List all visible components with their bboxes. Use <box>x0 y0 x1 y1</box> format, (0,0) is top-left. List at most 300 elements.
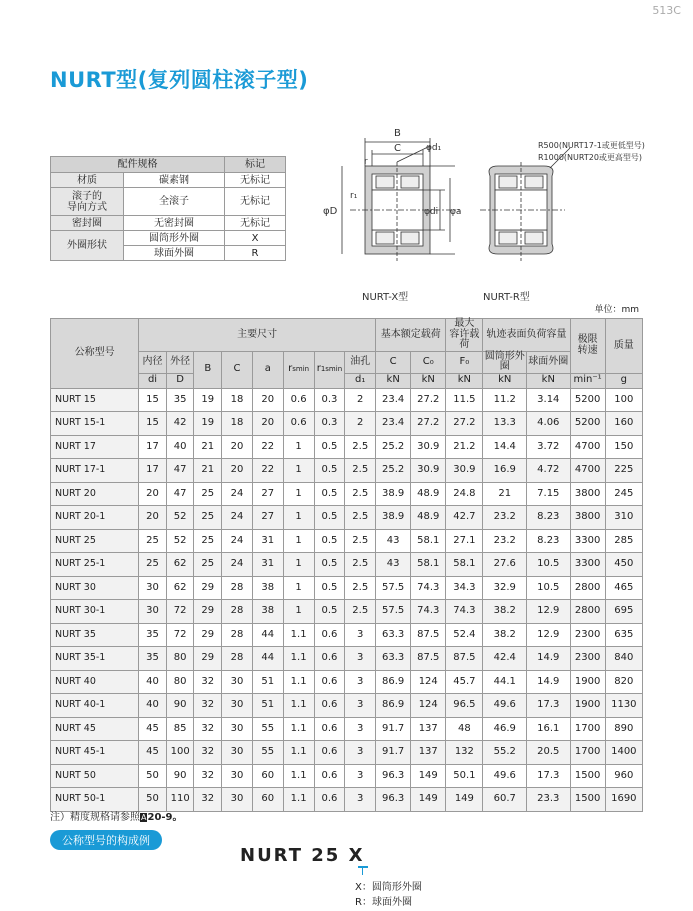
cell-D: 40 <box>166 435 194 459</box>
cell-cyl: 11.2 <box>483 388 527 412</box>
header-d1: d₁ <box>345 373 376 388</box>
cell-d1: 3 <box>345 741 376 765</box>
header-mass: 质量 <box>605 319 642 374</box>
cell-mass: 150 <box>605 435 642 459</box>
cell-r: 1 <box>283 435 314 459</box>
cell-di: 30 <box>139 600 167 624</box>
cell-r: 1.1 <box>283 764 314 788</box>
spec-value: 全滚子 <box>124 188 225 216</box>
cell-B: 29 <box>194 623 222 647</box>
cell-Cr: 43 <box>376 529 411 553</box>
cell-di: 17 <box>139 459 167 483</box>
cell-C0: 74.3 <box>411 600 446 624</box>
cell-B: 32 <box>194 717 222 741</box>
cell-B: 25 <box>194 506 222 530</box>
cell-C: 24 <box>222 529 253 553</box>
dim-di: φdi <box>424 207 439 217</box>
cell-model: NURT 30-1 <box>51 600 139 624</box>
cell-sph: 10.5 <box>527 553 571 577</box>
spec-label: 材质 <box>51 173 124 188</box>
cell-B: 19 <box>194 412 222 436</box>
cell-C0: 149 <box>411 764 446 788</box>
cell-D: 47 <box>166 482 194 506</box>
cell-speed: 3300 <box>570 529 605 553</box>
cell-a: 51 <box>252 694 283 718</box>
cell-r1: 0.3 <box>314 412 345 436</box>
cell-Cr: 25.2 <box>376 459 411 483</box>
table-row <box>51 435 643 459</box>
table-row <box>51 694 643 718</box>
table-row <box>51 506 643 530</box>
cell-model: NURT 15 <box>51 388 139 412</box>
cell-cyl: 14.4 <box>483 435 527 459</box>
cell-mass: 285 <box>605 529 642 553</box>
cell-model: NURT 30 <box>51 576 139 600</box>
cell-sph: 4.06 <box>527 412 571 436</box>
cell-sph: 20.5 <box>527 741 571 765</box>
cell-C0: 124 <box>411 670 446 694</box>
cell-di: 35 <box>139 623 167 647</box>
cell-mass: 1400 <box>605 741 642 765</box>
header-model: 公称型号 <box>51 319 139 389</box>
dim-B: B <box>394 128 401 139</box>
header-C: C <box>222 351 253 388</box>
cell-C: 24 <box>222 482 253 506</box>
header-outer: 外径 <box>166 351 194 373</box>
cell-d1: 3 <box>345 788 376 812</box>
cell-C0: 124 <box>411 694 446 718</box>
cell-Cr: 57.5 <box>376 600 411 624</box>
cell-r: 0.6 <box>283 388 314 412</box>
cell-a: 20 <box>252 388 283 412</box>
cell-a: 44 <box>252 623 283 647</box>
cell-cyl: 38.2 <box>483 623 527 647</box>
cell-sph: 12.9 <box>527 600 571 624</box>
cell-r1: 0.3 <box>314 388 345 412</box>
cell-Cr: 23.4 <box>376 388 411 412</box>
spec-mark: X <box>225 231 286 246</box>
cell-C: 20 <box>222 459 253 483</box>
cell-a: 55 <box>252 717 283 741</box>
cell-B: 21 <box>194 435 222 459</box>
cell-r: 1.1 <box>283 694 314 718</box>
cell-sph: 8.23 <box>527 529 571 553</box>
cell-speed: 2300 <box>570 647 605 671</box>
spec-value: 球面外圈 <box>124 246 225 261</box>
cell-C0: 30.9 <box>411 459 446 483</box>
ref-icon: A <box>141 813 147 822</box>
cell-mass: 1690 <box>605 788 642 812</box>
cell-mass: 840 <box>605 647 642 671</box>
cell-Cr: 38.9 <box>376 482 411 506</box>
cell-r: 1.1 <box>283 741 314 765</box>
cell-D: 62 <box>166 576 194 600</box>
cell-sph: 17.3 <box>527 694 571 718</box>
cell-di: 15 <box>139 388 167 412</box>
header-speed: 极限 转速 <box>570 319 605 374</box>
cell-F0: 30.9 <box>446 459 483 483</box>
example-code: NURT 25 X <box>240 845 365 866</box>
cell-r1: 0.5 <box>314 482 345 506</box>
cell-mass: 225 <box>605 459 642 483</box>
cell-B: 29 <box>194 600 222 624</box>
cell-D: 80 <box>166 670 194 694</box>
cell-r: 1 <box>283 576 314 600</box>
caption-nurt-x: NURT-X型 <box>362 292 409 303</box>
cell-speed: 1500 <box>570 788 605 812</box>
cell-cyl: 42.4 <box>483 647 527 671</box>
cell-Cr: 63.3 <box>376 623 411 647</box>
header-r1: r1smin <box>314 351 345 388</box>
example-badge: 公称型号的构成例 <box>50 830 162 850</box>
cell-sph: 10.5 <box>527 576 571 600</box>
table-row <box>51 529 643 553</box>
cell-model: NURT 45-1 <box>51 741 139 765</box>
cell-C0: 48.9 <box>411 482 446 506</box>
cell-d1: 2.5 <box>345 576 376 600</box>
header-load: 基本额定载荷 <box>376 319 446 352</box>
note-r500: R500(NURT17-1或更低型号) <box>538 141 645 150</box>
cell-F0: 21.2 <box>446 435 483 459</box>
header-Cr: C <box>376 351 411 373</box>
cell-r1: 0.5 <box>314 600 345 624</box>
cell-D: 35 <box>166 388 194 412</box>
header-di: di <box>139 373 167 388</box>
cell-speed: 1700 <box>570 717 605 741</box>
cell-C: 30 <box>222 764 253 788</box>
cell-mass: 100 <box>605 388 642 412</box>
cell-di: 50 <box>139 764 167 788</box>
table-row <box>51 647 643 671</box>
cell-cyl: 23.2 <box>483 506 527 530</box>
cell-D: 100 <box>166 741 194 765</box>
cell-D: 47 <box>166 459 194 483</box>
cell-r: 1 <box>283 553 314 577</box>
cell-mass: 960 <box>605 764 642 788</box>
header-kN-C0: kN <box>411 373 446 388</box>
spec-mark: 无标记 <box>225 188 286 216</box>
cell-speed: 2800 <box>570 576 605 600</box>
cell-C0: 87.5 <box>411 623 446 647</box>
cell-r1: 0.5 <box>314 435 345 459</box>
cell-r: 1 <box>283 600 314 624</box>
cell-r1: 0.5 <box>314 529 345 553</box>
cell-d1: 2.5 <box>345 553 376 577</box>
cell-r1: 0.6 <box>314 694 345 718</box>
cell-C0: 27.2 <box>411 388 446 412</box>
cell-B: 32 <box>194 741 222 765</box>
cell-model: NURT 45 <box>51 717 139 741</box>
cell-D: 85 <box>166 717 194 741</box>
cell-C: 30 <box>222 788 253 812</box>
cell-di: 20 <box>139 482 167 506</box>
cell-r1: 0.6 <box>314 623 345 647</box>
cell-di: 50 <box>139 788 167 812</box>
cell-model: NURT 40-1 <box>51 694 139 718</box>
header-r: rsmin <box>283 351 314 388</box>
table-row <box>51 482 643 506</box>
cell-sph: 7.15 <box>527 482 571 506</box>
cell-r1: 0.6 <box>314 741 345 765</box>
cell-C0: 137 <box>411 717 446 741</box>
cell-a: 22 <box>252 435 283 459</box>
cell-d1: 3 <box>345 670 376 694</box>
cell-speed: 2300 <box>570 623 605 647</box>
spec-table <box>50 156 286 261</box>
cell-r: 1.1 <box>283 788 314 812</box>
cell-cyl: 38.2 <box>483 600 527 624</box>
example-r: R：球面外圈 <box>355 897 412 908</box>
table-row <box>51 764 643 788</box>
cell-speed: 4700 <box>570 435 605 459</box>
cell-speed: 2800 <box>570 600 605 624</box>
cell-mass: 245 <box>605 482 642 506</box>
cell-speed: 5200 <box>570 388 605 412</box>
cell-B: 25 <box>194 553 222 577</box>
cell-C: 24 <box>222 506 253 530</box>
header-F0: F₀ <box>446 351 483 373</box>
cell-r: 1 <box>283 529 314 553</box>
cell-cyl: 49.6 <box>483 764 527 788</box>
cell-a: 22 <box>252 459 283 483</box>
cell-mass: 450 <box>605 553 642 577</box>
cell-C: 30 <box>222 717 253 741</box>
cell-B: 32 <box>194 694 222 718</box>
cell-speed: 1700 <box>570 741 605 765</box>
cell-mass: 635 <box>605 623 642 647</box>
cell-a: 38 <box>252 576 283 600</box>
cell-speed: 4700 <box>570 459 605 483</box>
cell-a: 38 <box>252 600 283 624</box>
cell-cyl: 23.2 <box>483 529 527 553</box>
cell-speed: 1500 <box>570 764 605 788</box>
cell-di: 20 <box>139 506 167 530</box>
cell-B: 21 <box>194 459 222 483</box>
cell-model: NURT 20 <box>51 482 139 506</box>
cell-Cr: 23.4 <box>376 412 411 436</box>
cell-sph: 3.14 <box>527 388 571 412</box>
cell-mass: 465 <box>605 576 642 600</box>
cell-F0: 45.7 <box>446 670 483 694</box>
cell-model: NURT 20-1 <box>51 506 139 530</box>
cell-r1: 0.6 <box>314 647 345 671</box>
cell-r1: 0.6 <box>314 670 345 694</box>
cell-Cr: 96.3 <box>376 788 411 812</box>
cell-model: NURT 50 <box>51 764 139 788</box>
cell-r: 1.1 <box>283 623 314 647</box>
cell-C0: 30.9 <box>411 435 446 459</box>
cell-F0: 34.3 <box>446 576 483 600</box>
cell-r: 1.1 <box>283 647 314 671</box>
cell-model: NURT 35-1 <box>51 647 139 671</box>
cell-sph: 8.23 <box>527 506 571 530</box>
header-cyl: 圆筒形外圈 <box>484 350 525 372</box>
cell-di: 45 <box>139 741 167 765</box>
page-number: 513C <box>652 4 681 17</box>
cell-a: 31 <box>252 529 283 553</box>
cell-r1: 0.5 <box>314 576 345 600</box>
cell-F0: 24.8 <box>446 482 483 506</box>
bearing-diagram <box>320 126 660 301</box>
cell-model: NURT 17-1 <box>51 459 139 483</box>
cell-cyl: 27.6 <box>483 553 527 577</box>
cell-Cr: 91.7 <box>376 717 411 741</box>
cell-model: NURT 15-1 <box>51 412 139 436</box>
cell-sph: 3.72 <box>527 435 571 459</box>
cell-model: NURT 50-1 <box>51 788 139 812</box>
precision-note: 注）精度规格请参照A20-9。 <box>50 812 183 823</box>
cell-Cr: 38.9 <box>376 506 411 530</box>
cell-di: 40 <box>139 694 167 718</box>
cell-a: 44 <box>252 647 283 671</box>
cell-d1: 2 <box>345 412 376 436</box>
cell-C: 28 <box>222 600 253 624</box>
cell-B: 32 <box>194 788 222 812</box>
cell-r1: 0.5 <box>314 506 345 530</box>
cell-di: 40 <box>139 670 167 694</box>
cell-D: 52 <box>166 529 194 553</box>
cell-cyl: 49.6 <box>483 694 527 718</box>
cell-a: 60 <box>252 788 283 812</box>
cell-C0: 87.5 <box>411 647 446 671</box>
cell-F0: 87.5 <box>446 647 483 671</box>
cell-Cr: 96.3 <box>376 764 411 788</box>
cell-d1: 2.5 <box>345 482 376 506</box>
cell-di: 45 <box>139 717 167 741</box>
cell-a: 20 <box>252 412 283 436</box>
cell-r: 1 <box>283 506 314 530</box>
cell-r: 1 <box>283 482 314 506</box>
cell-C: 30 <box>222 694 253 718</box>
dim-C: C <box>394 143 401 154</box>
cell-d1: 2.5 <box>345 459 376 483</box>
cell-d1: 3 <box>345 717 376 741</box>
cell-r1: 0.6 <box>314 764 345 788</box>
cell-Cr: 25.2 <box>376 435 411 459</box>
cell-B: 25 <box>194 482 222 506</box>
cell-mass: 1130 <box>605 694 642 718</box>
cell-D: 72 <box>166 623 194 647</box>
cell-model: NURT 35 <box>51 623 139 647</box>
cell-D: 52 <box>166 506 194 530</box>
cell-sph: 14.9 <box>527 670 571 694</box>
header-kN-sph: kN <box>527 373 571 388</box>
cell-D: 90 <box>166 694 194 718</box>
cell-a: 60 <box>252 764 283 788</box>
cell-d1: 2.5 <box>345 506 376 530</box>
table-row <box>51 459 643 483</box>
dimension-table <box>50 318 643 812</box>
cell-B: 29 <box>194 647 222 671</box>
cell-model: NURT 17 <box>51 435 139 459</box>
spec-label: 密封圈 <box>51 216 124 231</box>
cell-F0: 42.7 <box>446 506 483 530</box>
header-main-dims: 主要尺寸 <box>139 319 376 352</box>
cell-F0: 132 <box>446 741 483 765</box>
header-max-load: 最大 容许载荷 <box>446 319 483 352</box>
cell-F0: 27.2 <box>446 412 483 436</box>
cell-di: 17 <box>139 435 167 459</box>
cell-F0: 149 <box>446 788 483 812</box>
dim-r1: r₁ <box>350 191 358 201</box>
cell-sph: 16.1 <box>527 717 571 741</box>
cell-r: 1 <box>283 459 314 483</box>
cell-mass: 160 <box>605 412 642 436</box>
example-tick <box>362 866 363 875</box>
cell-F0: 11.5 <box>446 388 483 412</box>
cell-F0: 52.4 <box>446 623 483 647</box>
cell-a: 27 <box>252 506 283 530</box>
note-r1000: R1000(NURT20或更高型号) <box>538 153 643 162</box>
table-row <box>51 412 643 436</box>
dim-r: r <box>364 157 368 167</box>
cell-C: 18 <box>222 388 253 412</box>
cell-C: 28 <box>222 576 253 600</box>
cell-Cr: 86.9 <box>376 694 411 718</box>
cell-di: 25 <box>139 553 167 577</box>
spec-mark: R <box>225 246 286 261</box>
table-row <box>51 717 643 741</box>
cell-d1: 3 <box>345 647 376 671</box>
spec-value: 无密封圈 <box>124 216 225 231</box>
cell-Cr: 43 <box>376 553 411 577</box>
spec-value: 圆筒形外圈 <box>124 231 225 246</box>
cell-B: 32 <box>194 764 222 788</box>
header-inner: 内径 <box>139 351 167 373</box>
cell-C0: 27.2 <box>411 412 446 436</box>
cell-di: 30 <box>139 576 167 600</box>
cell-C: 30 <box>222 741 253 765</box>
table-row <box>51 553 643 577</box>
cell-a: 55 <box>252 741 283 765</box>
cell-a: 51 <box>252 670 283 694</box>
cell-model: NURT 25 <box>51 529 139 553</box>
cell-sph: 14.9 <box>527 647 571 671</box>
cell-di: 35 <box>139 647 167 671</box>
cell-cyl: 13.3 <box>483 412 527 436</box>
cell-F0: 27.1 <box>446 529 483 553</box>
cell-d1: 3 <box>345 623 376 647</box>
cell-r: 1.1 <box>283 717 314 741</box>
cell-C0: 74.3 <box>411 576 446 600</box>
cell-C0: 58.1 <box>411 553 446 577</box>
cell-speed: 3300 <box>570 553 605 577</box>
table-row <box>51 576 643 600</box>
cell-a: 27 <box>252 482 283 506</box>
cell-d1: 2.5 <box>345 529 376 553</box>
cell-C: 18 <box>222 412 253 436</box>
spec-mark: 无标记 <box>225 216 286 231</box>
cell-F0: 74.3 <box>446 600 483 624</box>
nurt-r-drawing <box>480 148 570 261</box>
cell-cyl: 21 <box>483 482 527 506</box>
cell-sph: 23.3 <box>527 788 571 812</box>
spec-label: 外圈形状 <box>51 231 124 261</box>
cell-r1: 0.6 <box>314 717 345 741</box>
cell-d1: 2.5 <box>345 600 376 624</box>
cell-D: 90 <box>166 764 194 788</box>
cell-D: 110 <box>166 788 194 812</box>
header-kN-cyl: kN <box>483 373 527 388</box>
cell-C0: 58.1 <box>411 529 446 553</box>
header-D: D <box>166 373 194 388</box>
cell-d1: 2 <box>345 388 376 412</box>
table-row <box>51 388 643 412</box>
cell-a: 31 <box>252 553 283 577</box>
cell-D: 80 <box>166 647 194 671</box>
cell-B: 19 <box>194 388 222 412</box>
cell-sph: 12.9 <box>527 623 571 647</box>
